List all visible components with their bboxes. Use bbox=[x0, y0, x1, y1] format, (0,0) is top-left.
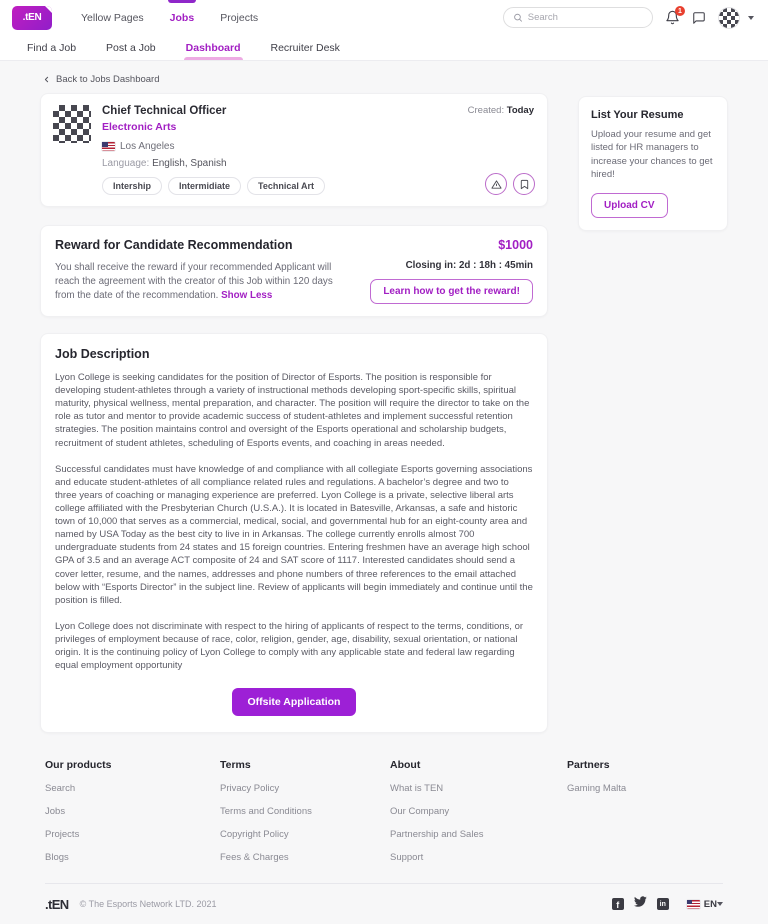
reward-amount: $1000 bbox=[498, 238, 533, 252]
reward-card bbox=[40, 225, 548, 317]
report-job-button[interactable] bbox=[485, 173, 507, 195]
footer-logo[interactable]: .tEN bbox=[45, 896, 69, 912]
linkedin-icon[interactable]: in bbox=[657, 898, 669, 910]
language-chevron-down-icon bbox=[717, 902, 723, 906]
subnav-dashboard[interactable]: Dashboard bbox=[171, 35, 256, 60]
us-flag-icon bbox=[102, 142, 115, 151]
list-resume-title: List Your Resume bbox=[591, 109, 684, 121]
messages-button[interactable] bbox=[692, 11, 706, 25]
footer-link-support[interactable]: Support bbox=[390, 852, 424, 864]
chat-icon bbox=[692, 11, 706, 25]
job-description-paragraph: Lyon College does not discriminate with respect to the hiring of applicants of respect to the terms, conditions, or privileges of employment because of race, color, religion, gender, age, disability, sexual orientation, or national origin. It is the continuing policy of Lyon College to comply with any applicable state and federal law regarding equal employment opportunity bbox=[55, 620, 524, 672]
company-logo bbox=[53, 105, 91, 143]
facebook-icon[interactable]: f bbox=[612, 898, 624, 910]
job-summary-card bbox=[40, 93, 548, 207]
back-to-dashboard-link[interactable] bbox=[42, 74, 160, 85]
job-info bbox=[102, 105, 325, 195]
footer-col-partners bbox=[567, 759, 723, 863]
job-title: Chief Technical Officer bbox=[102, 105, 227, 117]
footer-link-blogs[interactable]: Blogs bbox=[45, 852, 69, 864]
subnav-find-a-job[interactable]: Find a Job bbox=[27, 41, 77, 54]
reward-description: You shall receive the reward if your recommended Applicant will reach the agreement with the creator of this Job within 120 days from the date of the recommendation. Show Less bbox=[55, 262, 333, 301]
notifications-button[interactable] bbox=[665, 7, 682, 25]
subnav-recruiter-desk[interactable]: Recruiter Desk bbox=[270, 41, 340, 54]
back-link-label: Back to Jobs Dashboard bbox=[56, 74, 160, 85]
job-tag: Intermidiate bbox=[168, 177, 241, 195]
footer-col-title: Terms bbox=[220, 759, 251, 772]
search-box[interactable] bbox=[503, 7, 653, 28]
show-less-link[interactable]: Show Less bbox=[221, 289, 273, 301]
right-sidebar bbox=[578, 69, 728, 733]
job-created: Created: Today bbox=[467, 105, 534, 116]
footer-link-our-company[interactable]: Our Company bbox=[390, 806, 450, 818]
list-resume-card bbox=[578, 96, 728, 231]
footer-link-terms-conditions[interactable]: Terms and Conditions bbox=[220, 806, 312, 818]
footer-col-terms bbox=[220, 759, 390, 863]
nav-projects[interactable]: Projects bbox=[220, 11, 259, 24]
job-tag: Intership bbox=[102, 177, 162, 195]
job-description-title: Job Description bbox=[55, 347, 150, 361]
footer-col-title: About bbox=[390, 759, 421, 772]
footer-link-what-is-ten[interactable]: What is TEN bbox=[390, 783, 444, 795]
app-logo-text: .tEN bbox=[22, 12, 42, 23]
account-chevron-down-icon[interactable] bbox=[748, 16, 754, 20]
footer-col-products bbox=[45, 759, 220, 863]
nav-jobs[interactable]: Jobs bbox=[157, 0, 208, 35]
footer-link-jobs[interactable]: Jobs bbox=[45, 806, 66, 818]
footer-link-gaming-malta[interactable]: Gaming Malta bbox=[567, 783, 627, 795]
footer-link-projects[interactable]: Projects bbox=[45, 829, 80, 841]
job-tag: Technical Art bbox=[247, 177, 325, 195]
warning-triangle-icon bbox=[491, 179, 502, 190]
footer-link-copyright-policy[interactable]: Copyright Policy bbox=[220, 829, 289, 841]
footer-col-about bbox=[390, 759, 567, 863]
job-tags bbox=[102, 177, 325, 195]
jobs-subnav bbox=[0, 35, 768, 61]
main-area bbox=[0, 61, 768, 733]
language-label: EN bbox=[703, 898, 717, 910]
job-actions bbox=[485, 173, 535, 195]
copyright-text: © The Esports Network LTD. 2021 bbox=[79, 899, 217, 910]
learn-reward-button[interactable]: Learn how to get the reward! bbox=[370, 279, 533, 304]
top-header bbox=[0, 0, 768, 35]
footer-link-privacy-policy[interactable]: Privacy Policy bbox=[220, 783, 280, 795]
twitter-icon[interactable] bbox=[634, 895, 647, 913]
reward-title: Reward for Candidate Recommendation bbox=[55, 238, 293, 252]
header-right bbox=[503, 0, 754, 35]
upload-cv-button[interactable]: Upload CV bbox=[591, 193, 668, 218]
app-logo[interactable] bbox=[12, 6, 52, 30]
job-description-paragraph: Lyon College is seeking candidates for the position of Director of Esports. The position is responsible for developing student-athletes through a variety of instructional methods developing sport-specific skills, spiritual maturity, physical wellness, mental preparation, and character. The position will require the director to take on the role as tutor and mentor to provide academic success of student-athletes and implement successful retention strategies. The position maintains control and oversight of the Esports operational and scholarship budgets, recruitment of student athletes, scheduling of Esports events, and coaching in areas needed. bbox=[55, 372, 530, 449]
nav-yellow-pages[interactable]: Yellow Pages bbox=[81, 11, 144, 24]
main-nav bbox=[68, 0, 271, 35]
footer-link-search[interactable]: Search bbox=[45, 783, 76, 795]
footer-col-title: Partners bbox=[567, 759, 610, 772]
company-link[interactable]: Electronic Arts bbox=[102, 121, 177, 133]
search-input[interactable] bbox=[528, 12, 643, 23]
chevron-left-icon bbox=[42, 75, 51, 84]
notification-badge: 1 bbox=[675, 6, 685, 16]
bookmark-icon bbox=[519, 179, 530, 190]
language-selector[interactable] bbox=[687, 899, 723, 910]
job-location: Los Angeles bbox=[120, 141, 175, 152]
list-resume-text: Upload your resume and get listed for HR managers to increase your chances to get hired! bbox=[591, 129, 713, 181]
content-column bbox=[40, 69, 548, 733]
bookmark-job-button[interactable] bbox=[513, 173, 535, 195]
offsite-application-button[interactable]: Offsite Application bbox=[232, 688, 357, 716]
logo-notch bbox=[45, 6, 52, 13]
footer bbox=[0, 733, 768, 863]
job-description-paragraph: Successful candidates must have knowledge of and compliance with all collegiate Esports governing associations and educate student-athletes of all compliance related rules and regulations. A bachelor’s degree and two to three years of coaching or managing experience are preferred. Lyon College is a private, selective liberal arts college affiliated with the Presbyterian Church (U.S.A.). It is located in Batesville, Arkansas, a safe and historic town of 10,000 that serves as a commercial, medical, social, and governmental hub for an eight-county area and named by USA Today as the best city to live in in Arkansas. The college currently enrolls almost 700 undergraduate students from 24 states and 15 foreign countries. Entering freshmen have an average high school GPA of 3.5 and an average ACT composite of 24 and SAT score of 1117. Interested candidates should send a cover letter, resume, and the names, addresses and phone numbers of three references to the email attached below with “Esports Director” in the subject line. Review of applicants will begin immediately and continue until the position is filled. bbox=[55, 463, 533, 606]
footer-bottom-bar bbox=[45, 883, 723, 924]
job-languages: Language: English, Spanish bbox=[102, 158, 227, 169]
subnav-post-a-job[interactable]: Post a Job bbox=[106, 41, 156, 54]
us-flag-icon bbox=[687, 900, 700, 909]
footer-link-partnership-sales[interactable]: Partnership and Sales bbox=[390, 829, 484, 841]
avatar[interactable] bbox=[718, 7, 740, 29]
closing-countdown: Closing in: 2d : 18h : 45min bbox=[405, 260, 533, 271]
footer-link-fees-charges[interactable]: Fees & Charges bbox=[220, 852, 289, 864]
job-description-card bbox=[40, 333, 548, 733]
search-icon bbox=[513, 12, 523, 23]
footer-col-title: Our products bbox=[45, 759, 112, 772]
